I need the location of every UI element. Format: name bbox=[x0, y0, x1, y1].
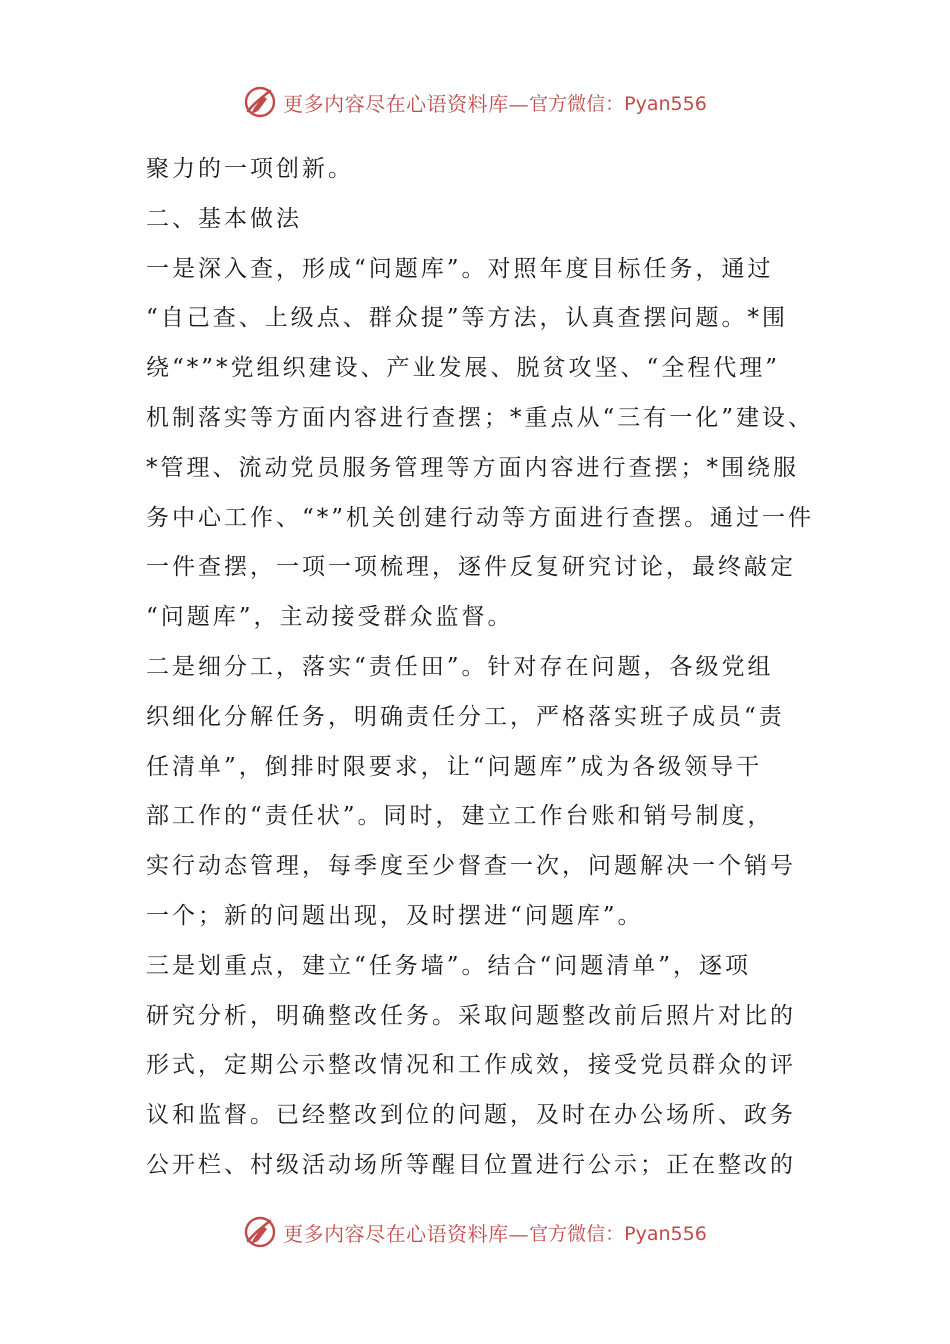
body-line: *管理、流动党员服务管理等方面内容进行查摆；*围绕服 bbox=[146, 454, 799, 481]
body-line: 聚力的一项创新。 bbox=[146, 156, 354, 182]
body-line: 一件查摆，一项一项梳理，逐件反复研究讨论，最终敲定 bbox=[146, 554, 796, 581]
body-line: 一个；新的问题出现，及时摆进“问题库”。 bbox=[146, 902, 644, 929]
body-line: 形式，定期公示整改情况和工作成效，接受党员群众的评 bbox=[146, 1052, 796, 1079]
body-line: 部工作的“责任状”。同时，建立工作台账和销号制度， bbox=[146, 803, 774, 830]
body-line: 一是深入查，形成“问题库”。对照年度目标任务，通过 bbox=[146, 255, 774, 282]
body-line: 研究分析，明确整改任务。采取问题整改前后照片对比的 bbox=[146, 1002, 796, 1029]
body-line: 三是划重点，建立“任务墙”。结合“问题清单”，逐项 bbox=[146, 952, 752, 979]
body-line: 议和监督。已经整改到位的问题，及时在办公场所、政务 bbox=[146, 1102, 796, 1129]
banner-wechat: 官方微信：Pyan556 bbox=[529, 1222, 707, 1245]
body-line: 实行动态管理，每季度至少督查一次，问题解决一个销号 bbox=[146, 853, 796, 880]
body-line: 绕“*”*党组织建设、产业发展、脱贫攻坚、“全程代理” bbox=[146, 355, 781, 382]
body-line: 二是细分工，落实“责任田”。针对存在问题，各级党组 bbox=[146, 653, 774, 680]
body-line: 公开栏、村级活动场所等醒目位置进行公示；正在整改的 bbox=[146, 1151, 796, 1178]
banner-text: 更多内容尽在心语资料库— bbox=[283, 1221, 530, 1246]
banner-text: 更多内容尽在心语资料库— bbox=[283, 91, 530, 116]
body-line: 任清单”，倒排时限要求，让“问题库”成为各级领导干 bbox=[146, 753, 763, 780]
body-line: “自己查、上级点、群众提”等方法，认真查摆问题。*围 bbox=[146, 305, 789, 332]
section-heading: 二、基本做法 bbox=[146, 205, 302, 232]
header-watermark-banner bbox=[0, 82, 950, 122]
pen-circle-logo-icon bbox=[243, 85, 277, 119]
body-line: “问题库”，主动接受群众监督。 bbox=[146, 604, 514, 631]
body-line: 机制落实等方面内容进行查摆；*重点从“三有一化”建设、 bbox=[146, 404, 814, 431]
pen-circle-logo-icon bbox=[243, 1215, 277, 1249]
body-line: 务中心工作、“*”机关创建行动等方面进行查摆。通过一件 bbox=[146, 504, 814, 531]
body-line: 织细化分解任务，明确责任分工，严格落实班子成员“责 bbox=[146, 703, 785, 730]
banner-wechat: 官方微信：Pyan556 bbox=[529, 92, 707, 115]
footer-watermark-banner bbox=[0, 1212, 950, 1252]
document-body bbox=[146, 145, 814, 1191]
